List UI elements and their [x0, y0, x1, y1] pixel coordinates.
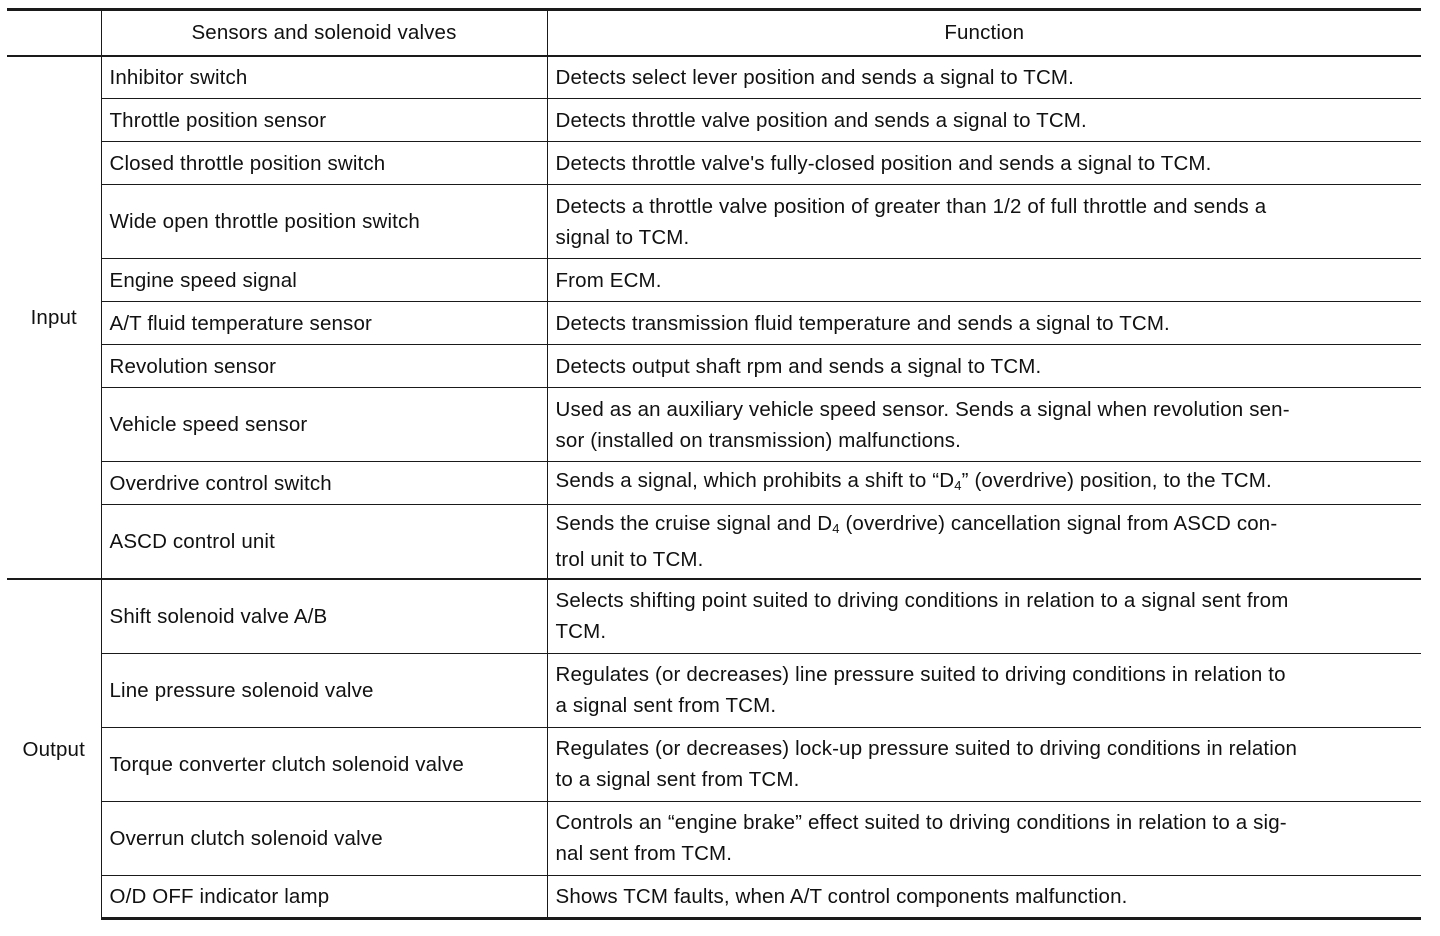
valve-name: Line pressure solenoid valve: [101, 653, 547, 727]
component-function-table-wrapper: [7, 8, 1421, 920]
function-line: Regulates (or decreases) line pressure suited to driving conditions in relation to: [555, 663, 1286, 686]
function-line: Regulates (or decreases) lock-up pressure suited to driving conditions in relation: [555, 737, 1298, 760]
header-group: [7, 10, 101, 56]
table-row: [7, 505, 1421, 580]
function-line: to a signal sent from TCM.: [555, 768, 800, 791]
sensor-name: A/T fluid temperature sensor: [101, 302, 547, 345]
table-row: [7, 302, 1421, 345]
component-function-table: [7, 8, 1421, 920]
sensor-function: Detects transmission fluid temperature and sends a signal to TCM.: [547, 302, 1421, 345]
sensor-name: Throttle position sensor: [101, 99, 547, 142]
function-text-pre: Sends a signal, which prohibits a shift to “D: [555, 469, 955, 492]
sensor-name: Vehicle speed sensor: [101, 388, 547, 462]
function-text-pre: Sends the cruise signal and D: [555, 512, 833, 535]
valve-name: Torque converter clutch solenoid valve: [101, 727, 547, 801]
sensor-function: [547, 185, 1421, 259]
valve-function: [547, 653, 1421, 727]
valve-function: Shows TCM faults, when A/T control components malfunction.: [547, 875, 1421, 918]
sensor-name: Engine speed signal: [101, 259, 547, 302]
sensor-name: Inhibitor switch: [101, 56, 547, 99]
sensor-name: Overdrive control switch: [101, 462, 547, 505]
function-line: Used as an auxiliary vehicle speed sensor. Sends a signal when revolution sen-: [555, 397, 1290, 421]
table-row: [7, 462, 1421, 505]
table-row: [7, 727, 1421, 801]
table-row: [7, 185, 1421, 259]
sensor-function: Detects output shaft rpm and sends a signal to TCM.: [547, 345, 1421, 388]
function-line: signal to TCM.: [555, 225, 690, 249]
sensor-name: Revolution sensor: [101, 345, 547, 388]
function-line: nal sent from TCM.: [555, 842, 733, 865]
header-sensors: Sensors and solenoid valves: [101, 10, 547, 56]
function-line: Selects shifting point suited to driving conditions in relation to a signal sent from: [555, 589, 1289, 613]
function-text-post: ” (overdrive) position, to the TCM.: [961, 469, 1272, 492]
table-row: [7, 259, 1421, 302]
sensor-function: [547, 462, 1421, 505]
header-function: Function: [547, 10, 1421, 56]
table-row: [7, 99, 1421, 142]
function-line: sor (installed on transmission) malfunctions.: [555, 428, 962, 452]
table-row: [7, 345, 1421, 388]
function-line: TCM.: [555, 620, 607, 644]
sensor-function: Detects throttle valve position and sends a signal to TCM.: [547, 99, 1421, 142]
table-row: [7, 801, 1421, 875]
subscript-4: 4: [832, 521, 840, 536]
group-label-input: Input: [30, 305, 77, 329]
valve-name: O/D OFF indicator lamp: [101, 875, 547, 918]
function-line: trol unit to TCM.: [555, 548, 704, 571]
subscript-4: 4: [954, 478, 962, 493]
group-label-output: Output: [7, 579, 101, 918]
valve-name: Shift solenoid valve A/B: [101, 579, 547, 653]
sensor-name: ASCD control unit: [101, 505, 547, 580]
valve-function: [547, 727, 1421, 801]
table-row: [7, 142, 1421, 185]
header-row: [7, 10, 1421, 56]
valve-function: [547, 801, 1421, 875]
table-row: [7, 653, 1421, 727]
sensor-function: [547, 505, 1421, 580]
sensor-function: Detects select lever position and sends a signal to TCM.: [547, 56, 1421, 99]
valve-function: [547, 579, 1421, 653]
sensor-name: Closed throttle position switch: [101, 142, 547, 185]
sensor-name: Wide open throttle position switch: [101, 185, 547, 259]
table-row: [7, 875, 1421, 918]
function-line: a signal sent from TCM.: [555, 694, 777, 717]
function-text-post: (overdrive) cancellation signal from ASCD con-: [839, 512, 1278, 535]
function-line: Detects a throttle valve position of greater than 1/2 of full throttle and sends a: [555, 194, 1267, 218]
valve-name: Overrun clutch solenoid valve: [101, 801, 547, 875]
table-row: [7, 388, 1421, 462]
table-row: [7, 56, 1421, 99]
table-row: [7, 579, 1421, 653]
sensor-function: From ECM.: [547, 259, 1421, 302]
sensor-function: [547, 388, 1421, 462]
function-line: [556, 508, 1416, 544]
function-line: Controls an “engine brake” effect suited to driving conditions in relation to a sig-: [555, 811, 1287, 834]
sensor-function: Detects throttle valve's fully-closed position and sends a signal to TCM.: [547, 142, 1421, 185]
